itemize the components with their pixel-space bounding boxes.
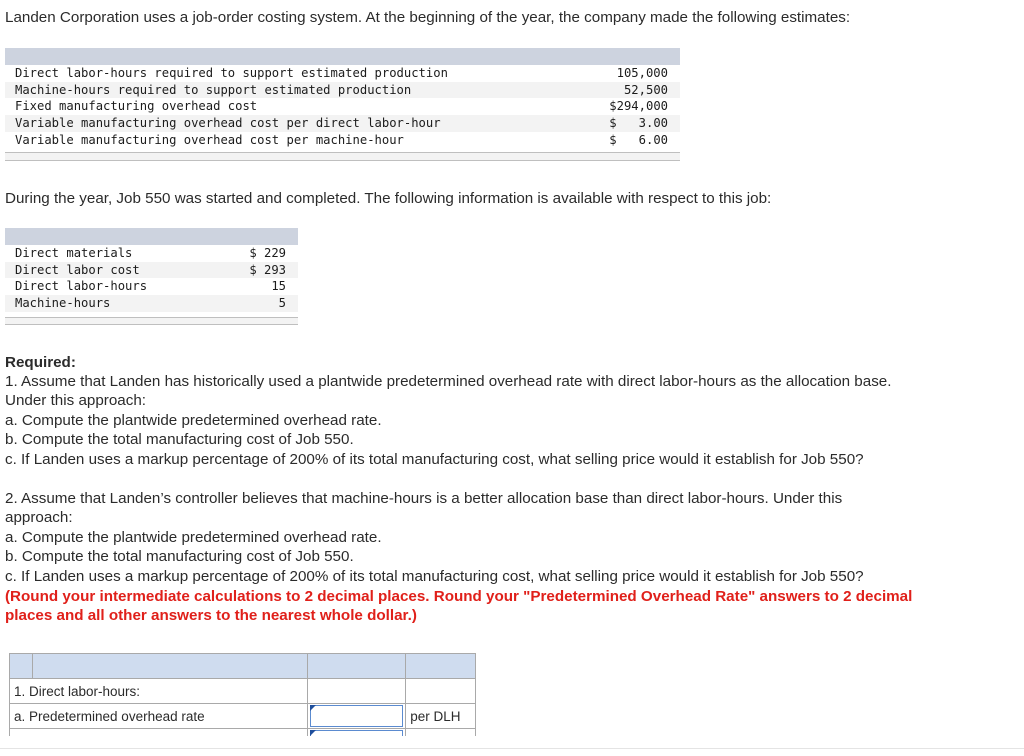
answer-grid-header: [10, 654, 476, 679]
question-1-text-cont: Under this approach:: [5, 392, 146, 409]
estimate-value: $ 6.00: [609, 132, 668, 147]
estimate-label: Machine-hours required to support estimated production: [15, 82, 412, 97]
estimate-value: $294,000: [609, 99, 668, 114]
required-heading: Required:: [5, 354, 76, 371]
question-2a: a. Compute the plantwide predetermined overhead rate.: [5, 529, 382, 546]
estimates-table-footer: [5, 152, 680, 161]
section-label: 1. Direct labor-hours:: [10, 679, 308, 704]
estimate-value: 105,000: [616, 66, 668, 80]
table-row: [10, 679, 476, 704]
question-1c: c. If Landen uses a markup percentage of 200% of its total manufacturing cost, what selling price would it establish for Job 550?: [5, 451, 864, 468]
job-table-footer: [5, 317, 298, 325]
job-value: $ 229: [249, 246, 286, 260]
question-2-text: 2. Assume that Landen’s controller believes that machine-hours is a better allocation base than direct labor-hours. Under this: [5, 490, 843, 507]
question-1a: a. Compute the plantwide predetermined overhead rate.: [5, 412, 382, 429]
rounding-instructions: (Round your intermediate calculations to 2 decimal places. Round your "Predetermined Overhead Rate" answers to 2 decimal: [5, 588, 913, 605]
table-row: [5, 132, 680, 149]
table-row: [5, 98, 680, 115]
total-cost-input[interactable]: [310, 730, 403, 736]
question-1-text: 1. Assume that Landen has historically used a plantwide predetermined overhead rate with direct labor-hours as the allocation base.: [5, 373, 892, 390]
estimates-table-header: [5, 48, 680, 65]
table-row: [5, 278, 298, 295]
row-a-label: a. Predetermined overhead rate: [10, 704, 308, 729]
job-label: Direct labor-hours: [15, 279, 148, 294]
question-2c: c. If Landen uses a markup percentage of 200% of its total manufacturing cost, what selling price would it establish for Job 550?: [5, 568, 864, 585]
table-row: [5, 65, 680, 82]
estimate-label: Direct labor-hours required to support estimated production: [15, 66, 448, 80]
divider: [0, 748, 1024, 749]
estimate-label: Variable manufacturing overhead cost per direct labor-hour: [15, 116, 441, 131]
row-a-unit: per DLH: [406, 704, 476, 729]
job-value: $ 293: [249, 262, 286, 277]
question-1b: b. Compute the total manufacturing cost of Job 550.: [5, 431, 354, 448]
job-label: Direct materials: [15, 246, 133, 260]
job-value: 15: [271, 279, 286, 294]
intro-text: Landen Corporation uses a job-order costing system. At the beginning of the year, the company made the following estimates:: [5, 9, 851, 26]
job-table-header: [5, 228, 298, 245]
rounding-instructions-cont: places and all other answers to the nearest whole dollar.): [5, 607, 417, 624]
estimate-label: Fixed manufacturing overhead cost: [15, 99, 258, 114]
job-label: Machine-hours: [15, 296, 111, 311]
question-2-text-cont: approach:: [5, 509, 73, 526]
job-table: [5, 228, 298, 326]
answer-grid: [9, 653, 476, 736]
job-value: 5: [278, 296, 286, 311]
table-row: [10, 729, 476, 737]
job-label: Direct labor cost: [15, 262, 140, 277]
question-2b: b. Compute the total manufacturing cost of Job 550.: [5, 548, 354, 565]
table-row: [5, 295, 298, 312]
table-row: [5, 245, 298, 262]
estimates-table: [5, 48, 680, 162]
table-row: [5, 262, 298, 279]
table-row: [5, 115, 680, 132]
job-intro-text: During the year, Job 550 was started and completed. The following information is available with respect to this job:: [5, 190, 772, 207]
table-row: [10, 704, 476, 729]
estimate-label: Variable manufacturing overhead cost per machine-hour: [15, 132, 404, 147]
table-row: [5, 82, 680, 99]
estimate-value: 52,500: [623, 82, 668, 97]
estimate-value: $ 3.00: [609, 116, 668, 131]
overhead-rate-input[interactable]: [310, 705, 403, 727]
